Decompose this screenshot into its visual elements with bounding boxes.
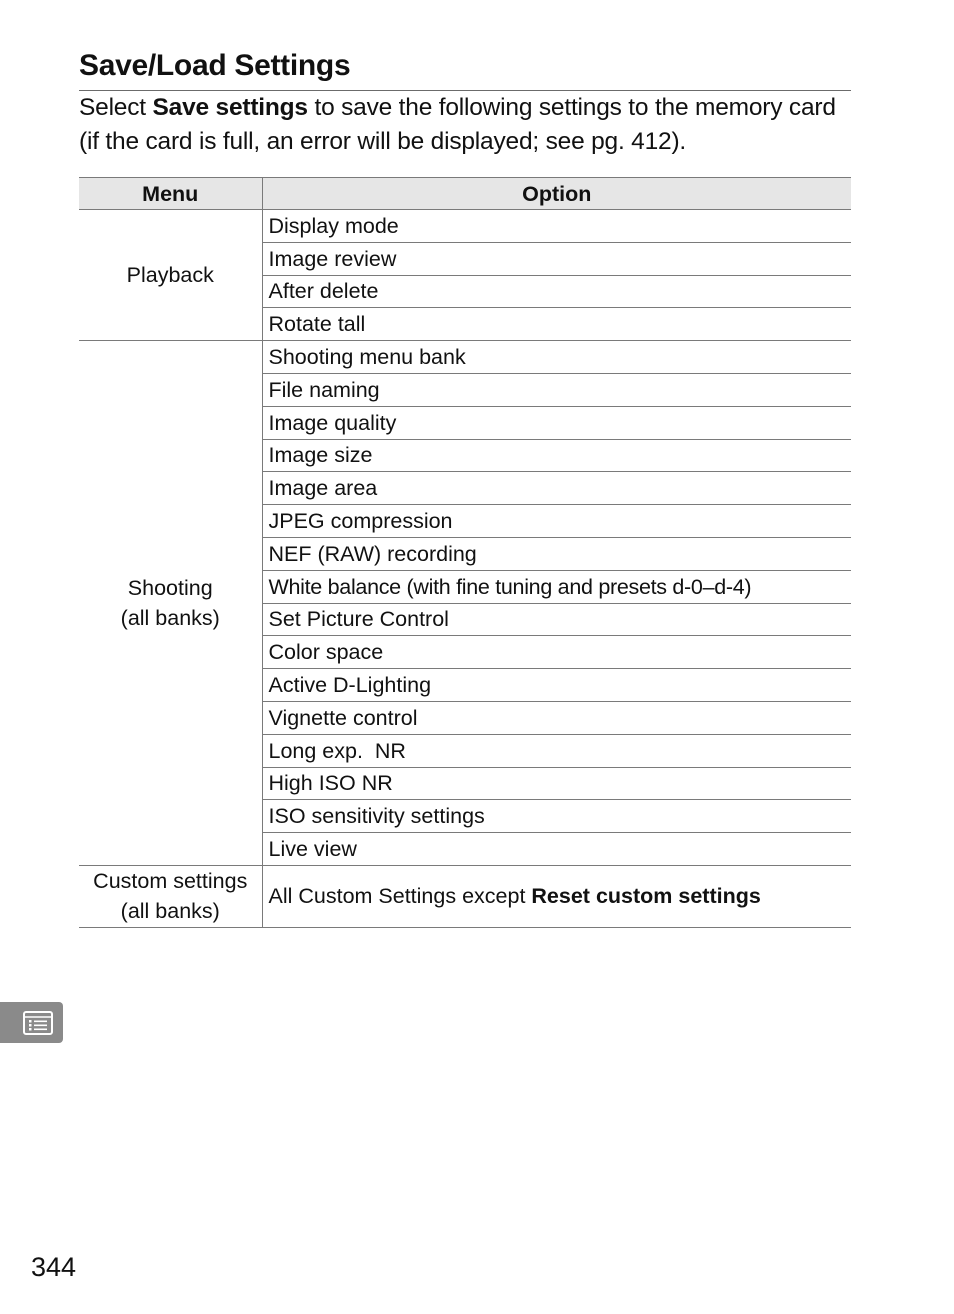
option-cell: Image area [262, 472, 851, 505]
option-cell: Shooting menu bank [262, 341, 851, 374]
option-cell: Color space [262, 636, 851, 669]
menu-column-header: Menu [79, 178, 262, 210]
option-cell: After delete [262, 275, 851, 308]
option-column-header: Option [262, 178, 851, 210]
option-cell: File naming [262, 373, 851, 406]
option-cell: Long exp. NR [262, 734, 851, 767]
option-cell: JPEG compression [262, 505, 851, 538]
menu-cell-line: Custom settings [93, 869, 248, 894]
option-cell: Vignette control [262, 701, 851, 734]
section-tab [0, 1002, 63, 1043]
option-cell: Image size [262, 439, 851, 472]
menu-cell-playback: Playback [79, 210, 262, 341]
option-cell: Image quality [262, 406, 851, 439]
intro-bold-term: Save settings [152, 94, 308, 121]
menu-cell-line: (all banks) [120, 606, 220, 631]
option-cell [262, 865, 851, 927]
intro-suffix: to save the following settings to the memory card (if the card is full, an error will be displayed; see pg. 412). [79, 94, 836, 155]
page-title: Save/Load Settings [79, 49, 351, 82]
settings-table [79, 177, 851, 928]
option-cell: ISO sensitivity settings [262, 800, 851, 833]
menu-cell-custom-settings [79, 865, 262, 927]
intro-prefix: Select [79, 94, 153, 121]
menu-list-icon [23, 1011, 53, 1035]
option-cell: Image review [262, 242, 851, 275]
menu-cell-shooting [79, 341, 262, 866]
menu-cell-line: (all banks) [120, 899, 220, 924]
option-cell: Rotate tall [262, 308, 851, 341]
intro-paragraph [79, 91, 859, 159]
table-row [79, 865, 851, 927]
table-row [79, 341, 851, 374]
option-cell: Live view [262, 833, 851, 866]
option-cell: High ISO NR [262, 767, 851, 800]
page-number: 344 [31, 1252, 77, 1282]
option-cell: Display mode [262, 210, 851, 243]
table-row [79, 210, 851, 243]
option-cell: Set Picture Control [262, 603, 851, 636]
table-header-row [79, 178, 851, 210]
option-cell: White balance (with fine tuning and presets d-0–d-4) [262, 570, 851, 603]
option-text: All Custom Settings except [268, 884, 532, 909]
option-bold-term: Reset custom settings [531, 884, 761, 909]
option-cell: Active D-Lighting [262, 669, 851, 702]
menu-cell-line: Shooting [127, 576, 213, 601]
option-cell: NEF (RAW) recording [262, 537, 851, 570]
